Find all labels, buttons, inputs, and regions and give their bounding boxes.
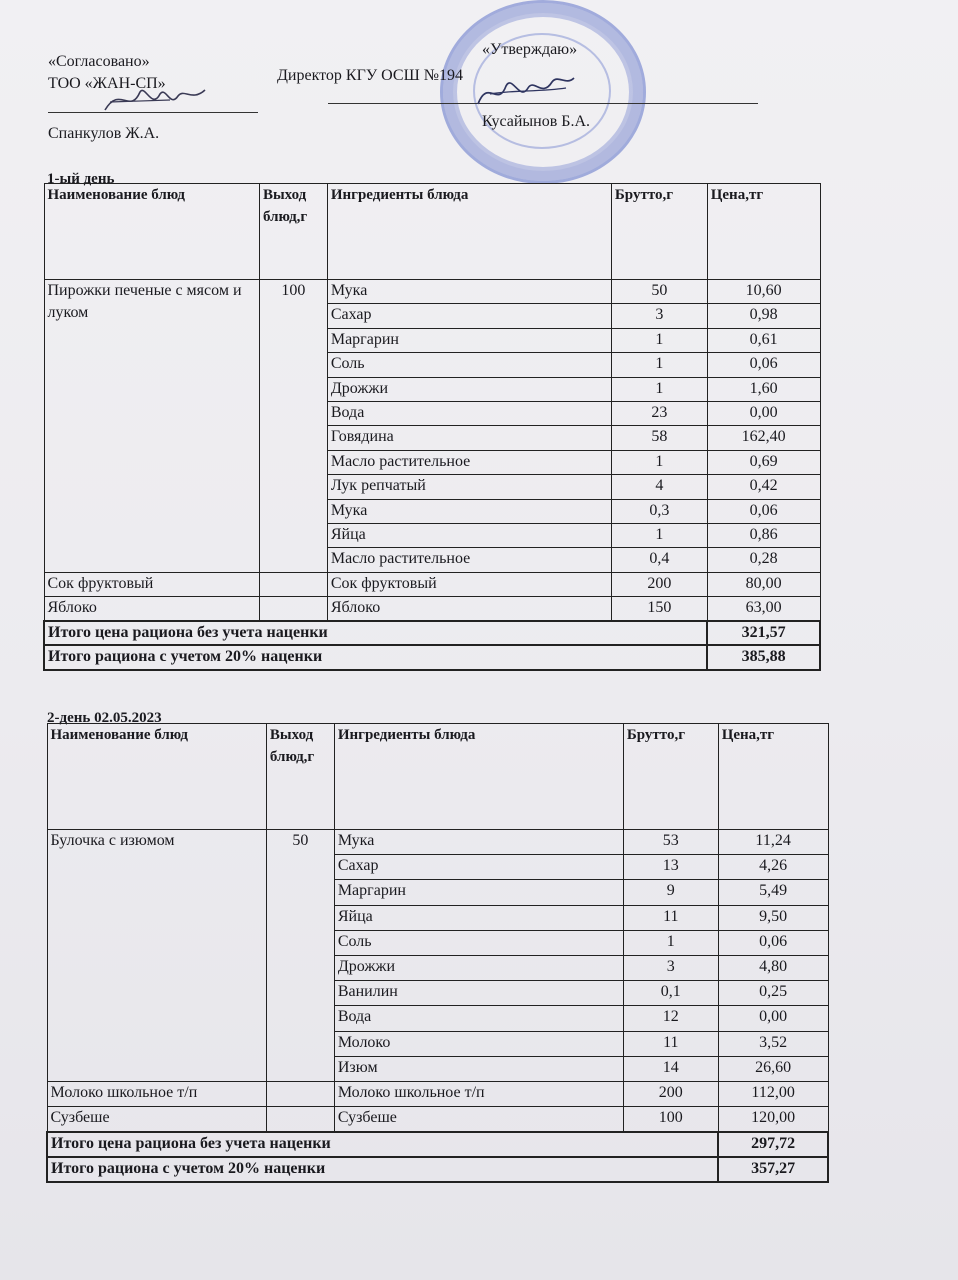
approved-label: «Утверждаю» <box>482 41 578 58</box>
ingredient-price: 4,80 <box>718 955 828 980</box>
ingredient-price: 0,86 <box>707 523 820 547</box>
ingredient-price: 0,28 <box>707 548 820 572</box>
ingredient-name: Соль <box>334 930 623 955</box>
ingredient-gross: 1 <box>611 523 707 547</box>
header-row <box>44 184 820 280</box>
ingredient-name: Маргарин <box>327 328 611 352</box>
ingredient-gross: 9 <box>623 880 718 905</box>
col-header-ingredients: Ингредиенты блюда <box>334 724 623 830</box>
markup-total-row-label: Итого рациона с учетом 20% наценки <box>47 1157 718 1182</box>
day1-title: 1-ый день <box>47 171 115 187</box>
ingredient-price: 0,98 <box>707 304 820 328</box>
ingredient-name: Маргарин <box>334 880 623 905</box>
total-row-label: Итого цена рациона без учета наценки <box>44 621 707 645</box>
ingredient-price: 80,00 <box>707 572 820 596</box>
ingredient-price: 10,60 <box>707 280 820 304</box>
dish-name: Сузбеше <box>47 1107 266 1132</box>
table-row <box>47 1107 828 1132</box>
ingredient-gross: 200 <box>611 572 707 596</box>
total-row <box>44 621 820 645</box>
ingredient-name: Говядина <box>327 426 611 450</box>
ingredient-name: Мука <box>334 830 623 855</box>
total-row-value: 297,72 <box>718 1132 828 1157</box>
ingredient-gross: 1 <box>611 353 707 377</box>
col-header-gross: Брутто,г <box>623 724 718 830</box>
agreed-signature-icon <box>100 80 210 120</box>
markup-total-row-value: 357,27 <box>718 1157 828 1182</box>
col-header-dish: Наименование блюд <box>44 184 259 280</box>
ingredient-name: Яблоко <box>327 597 611 621</box>
agreed-label: «Согласовано» <box>48 53 150 70</box>
ingredient-gross: 12 <box>623 1006 718 1031</box>
col-header-yield: Выход блюд,г <box>259 184 327 280</box>
ingredient-name: Молоко <box>334 1031 623 1056</box>
ingredient-name: Дрожжи <box>334 955 623 980</box>
total-row <box>47 1132 828 1157</box>
dish-yield <box>266 1107 334 1132</box>
ingredient-name: Изюм <box>334 1056 623 1081</box>
day2-title: 2-день 02.05.2023 <box>47 710 162 726</box>
ingredient-gross: 53 <box>623 830 718 855</box>
ingredient-name: Масло растительное <box>327 450 611 474</box>
dish-name: Пирожки печеные с мясом и луком <box>44 280 259 573</box>
ingredient-name: Сахар <box>327 304 611 328</box>
ingredient-price: 162,40 <box>707 426 820 450</box>
ingredient-name: Молоко школьное т/п <box>334 1081 623 1106</box>
dish-yield <box>266 1081 334 1106</box>
total-row-label: Итого цена рациона без учета наценки <box>47 1132 718 1157</box>
ingredient-gross: 14 <box>623 1056 718 1081</box>
day1-table <box>43 183 821 671</box>
markup-total-row-label: Итого рациона с учетом 20% наценки <box>44 645 707 669</box>
ingredient-gross: 50 <box>611 280 707 304</box>
dish-yield <box>259 597 327 621</box>
director-title: Директор КГУ ОСШ №194 <box>277 67 463 84</box>
col-header-yield: Выход блюд,г <box>266 724 334 830</box>
ingredient-gross: 1 <box>611 450 707 474</box>
ingredient-name: Сок фруктовый <box>327 572 611 596</box>
ingredient-gross: 13 <box>623 855 718 880</box>
agreed-person: Спанкулов Ж.А. <box>48 125 160 142</box>
table-row <box>47 1081 828 1106</box>
table-row <box>44 572 820 596</box>
ingredient-price: 0,06 <box>707 353 820 377</box>
ingredient-name: Мука <box>327 499 611 523</box>
ingredient-gross: 23 <box>611 401 707 425</box>
col-header-ingredients: Ингредиенты блюда <box>327 184 611 280</box>
director-signature-icon <box>470 68 580 116</box>
day2-table <box>46 723 829 1183</box>
ingredient-gross: 0,4 <box>611 548 707 572</box>
ingredient-price: 1,60 <box>707 377 820 401</box>
ingredient-gross: 1 <box>611 377 707 401</box>
ingredient-gross: 1 <box>611 328 707 352</box>
ingredient-price: 3,52 <box>718 1031 828 1056</box>
ingredient-gross: 100 <box>623 1107 718 1132</box>
ingredient-price: 63,00 <box>707 597 820 621</box>
ingredient-gross: 200 <box>623 1081 718 1106</box>
ingredient-name: Сахар <box>334 855 623 880</box>
ingredient-price: 0,00 <box>707 401 820 425</box>
ingredient-name: Дрожжи <box>327 377 611 401</box>
markup-total-row-value: 385,88 <box>707 645 820 669</box>
col-header-price: Цена,тг <box>707 184 820 280</box>
ingredient-price: 0,25 <box>718 981 828 1006</box>
markup-total-row <box>44 645 820 669</box>
ingredient-name: Яйца <box>334 905 623 930</box>
ingredient-gross: 1 <box>623 930 718 955</box>
table-row <box>44 280 820 304</box>
ingredient-name: Вода <box>334 1006 623 1031</box>
ingredient-name: Яйца <box>327 523 611 547</box>
ingredient-price: 120,00 <box>718 1107 828 1132</box>
company-name: ТОО «ЖАН-СП» <box>48 75 166 92</box>
markup-total-row <box>47 1157 828 1182</box>
dish-name: Сок фруктовый <box>44 572 259 596</box>
ingredient-name: Сузбеше <box>334 1107 623 1132</box>
ingredient-price: 9,50 <box>718 905 828 930</box>
ingredient-gross: 11 <box>623 905 718 930</box>
table-row <box>47 830 828 855</box>
ingredient-gross: 3 <box>611 304 707 328</box>
ingredient-price: 0,06 <box>707 499 820 523</box>
ingredient-name: Мука <box>327 280 611 304</box>
dish-yield <box>259 572 327 596</box>
ingredient-gross: 3 <box>623 955 718 980</box>
ingredient-price: 0,06 <box>718 930 828 955</box>
ingredient-price: 0,00 <box>718 1006 828 1031</box>
ingredient-price: 4,26 <box>718 855 828 880</box>
ingredient-price: 112,00 <box>718 1081 828 1106</box>
director-name: Кусайынов Б.А. <box>482 113 591 130</box>
ingredient-gross: 4 <box>611 475 707 499</box>
ingredient-price: 0,61 <box>707 328 820 352</box>
col-header-price: Цена,тг <box>718 724 828 830</box>
header-row <box>47 724 828 830</box>
ingredient-name: Ванилин <box>334 981 623 1006</box>
col-header-gross: Брутто,г <box>611 184 707 280</box>
ingredient-name: Лук репчатый <box>327 475 611 499</box>
dish-yield: 50 <box>266 830 334 1082</box>
dish-yield: 100 <box>259 280 327 573</box>
ingredient-price: 0,69 <box>707 450 820 474</box>
ingredient-price: 5,49 <box>718 880 828 905</box>
ingredient-name: Масло растительное <box>327 548 611 572</box>
dish-name: Яблоко <box>44 597 259 621</box>
total-row-value: 321,57 <box>707 621 820 645</box>
ingredient-price: 0,42 <box>707 475 820 499</box>
col-header-dish: Наименование блюд <box>47 724 266 830</box>
ingredient-gross: 150 <box>611 597 707 621</box>
ingredient-gross: 0,3 <box>611 499 707 523</box>
ingredient-gross: 11 <box>623 1031 718 1056</box>
dish-name: Булочка с изюмом <box>47 830 266 1082</box>
ingredient-name: Вода <box>327 401 611 425</box>
ingredient-gross: 0,1 <box>623 981 718 1006</box>
ingredient-gross: 58 <box>611 426 707 450</box>
dish-name: Молоко школьное т/п <box>47 1081 266 1106</box>
table-row <box>44 597 820 621</box>
ingredient-price: 26,60 <box>718 1056 828 1081</box>
ingredient-name: Соль <box>327 353 611 377</box>
ingredient-price: 11,24 <box>718 830 828 855</box>
